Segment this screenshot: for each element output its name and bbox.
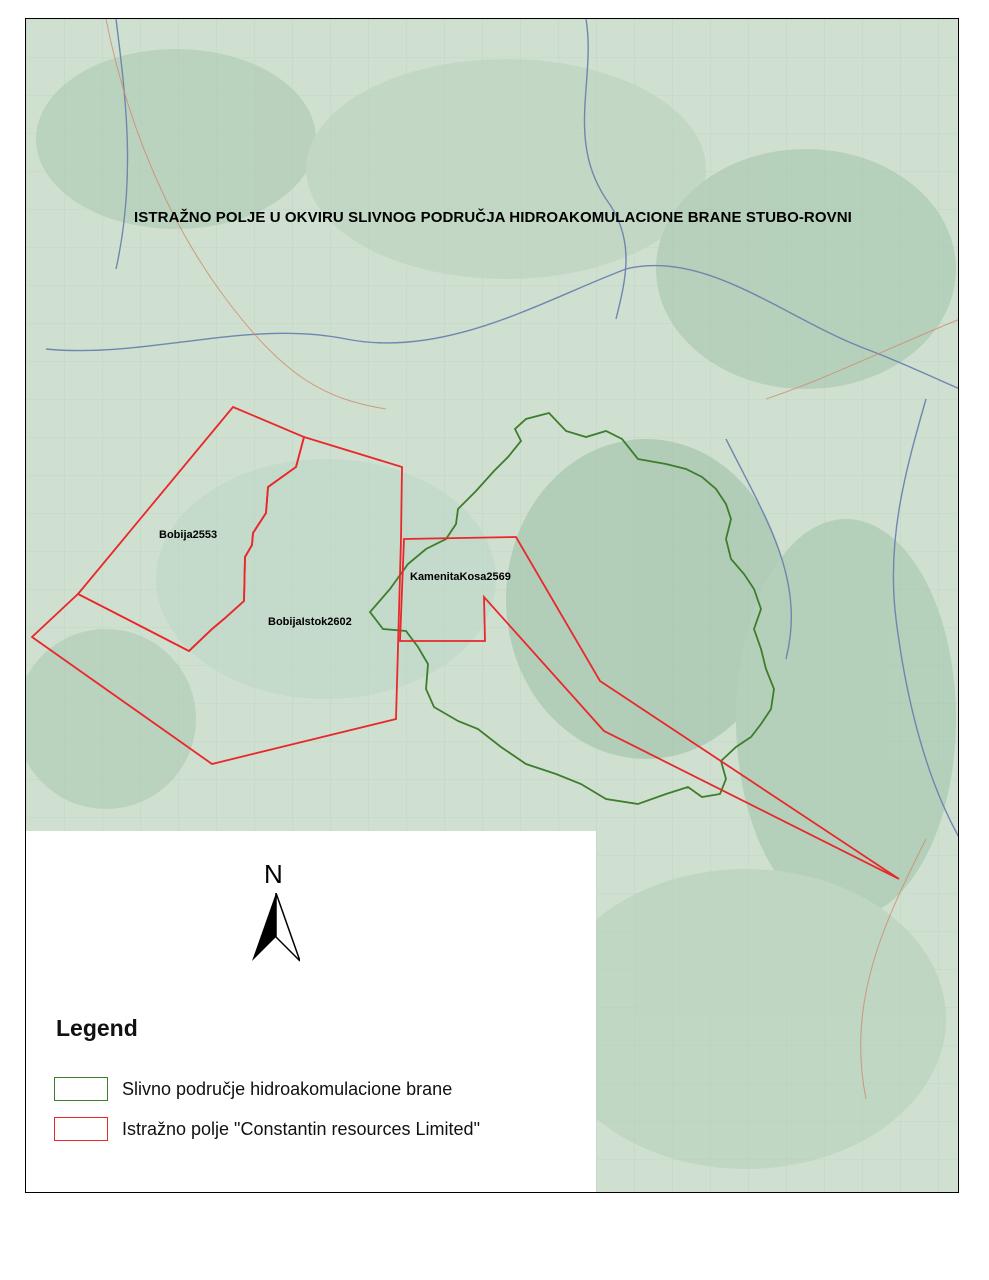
label-kamenita-kosa: KamenitaKosa2569 — [410, 571, 511, 583]
legend-item-label: Istražno polje "Constantin resources Limited" — [122, 1119, 480, 1139]
exploration-field-swatch — [54, 1117, 108, 1141]
legend-item-exploration-field — [54, 1117, 574, 1143]
legend-title: Legend — [56, 1015, 138, 1041]
catchment-swatch — [54, 1077, 108, 1101]
legend-panel — [26, 831, 596, 1193]
north-label: N — [264, 859, 283, 889]
north-arrow-icon — [252, 893, 300, 963]
legend-item-catchment — [54, 1077, 554, 1103]
label-bobija-istok: BobijaIstok2602 — [268, 616, 352, 628]
legend-item-label: Slivno područje hidroakomulacione brane — [122, 1079, 453, 1099]
map-title: ISTRAŽNO POLJE U OKVIRU SLIVNOG PODRUČJA HIDROAKOMULACIONE BRANE STUBO-ROVNI — [134, 209, 852, 226]
map-frame — [25, 18, 959, 1193]
label-bobija: Bobija2553 — [159, 529, 218, 541]
